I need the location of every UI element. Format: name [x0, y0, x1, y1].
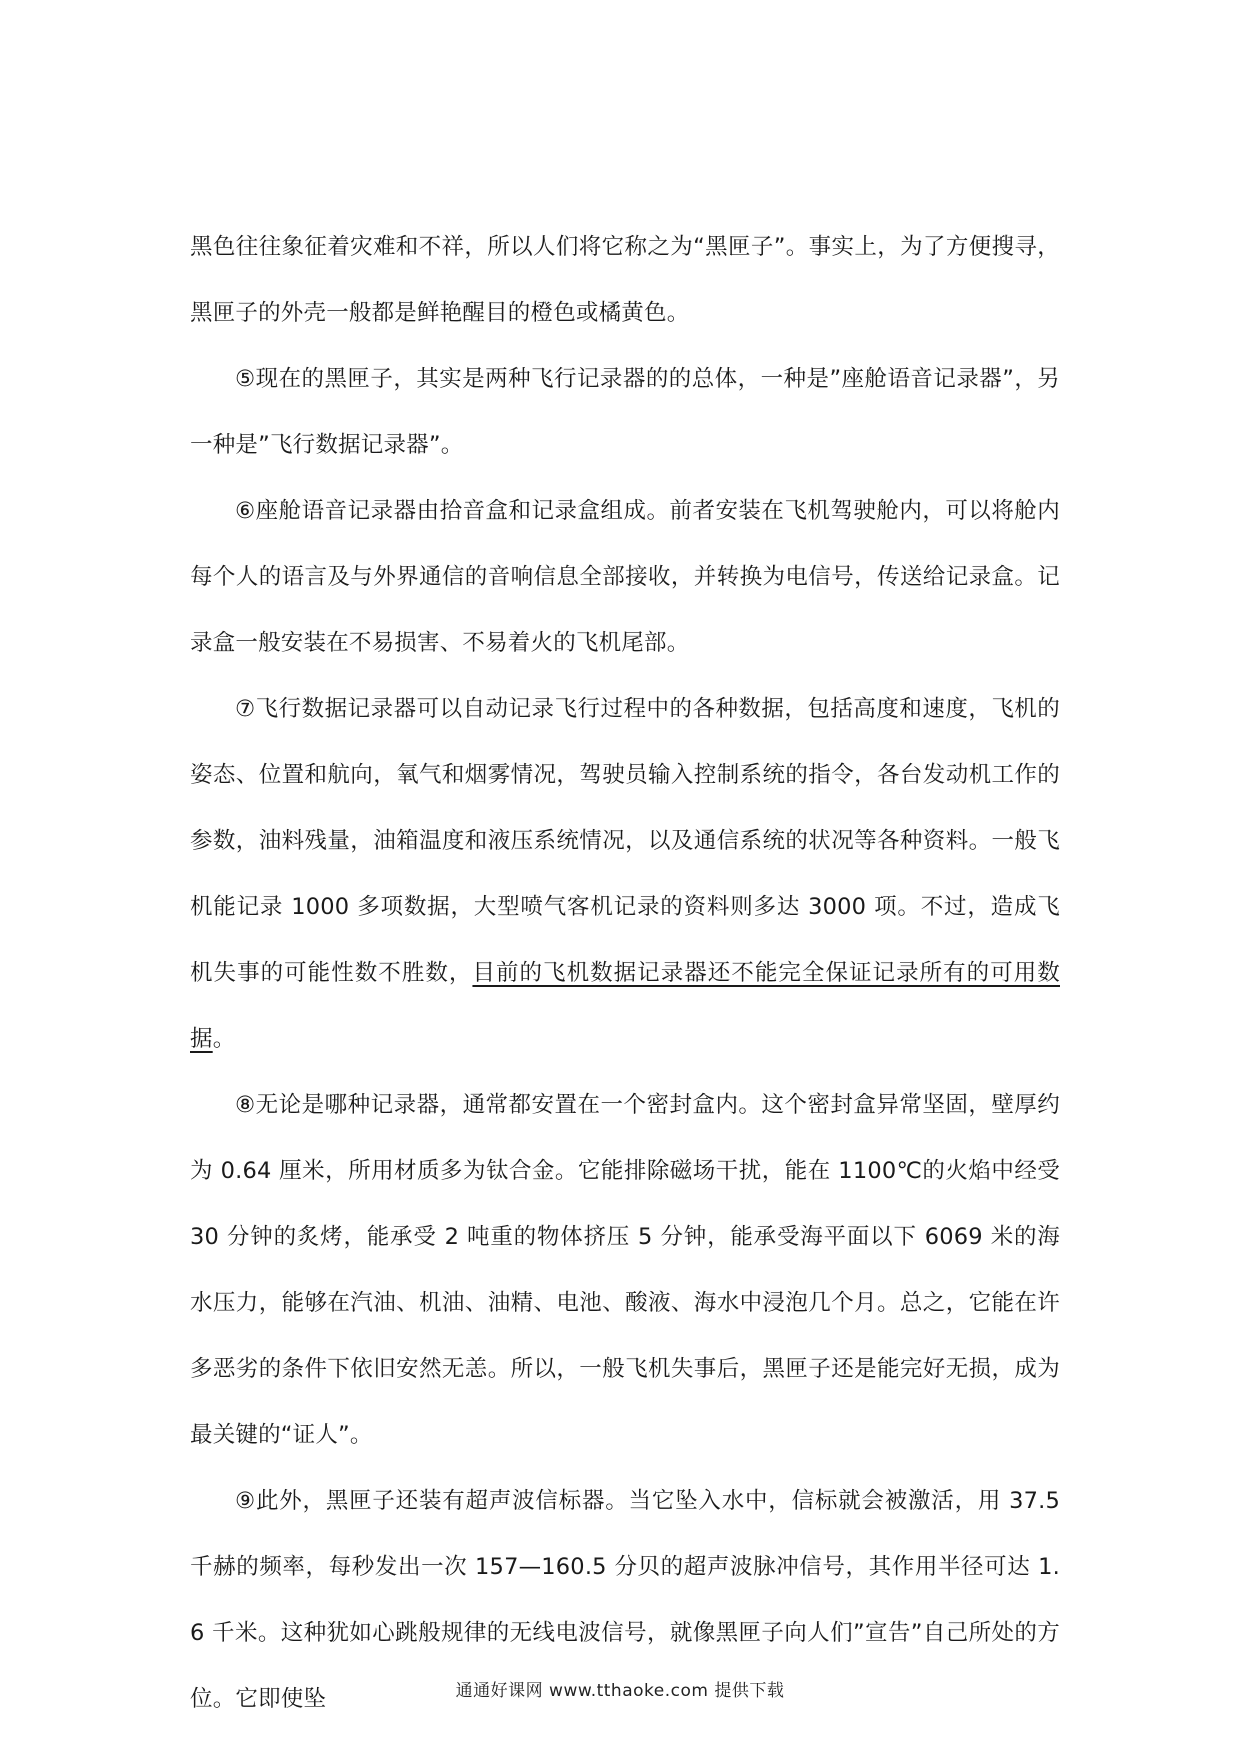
underlined-sentence: 目前的飞机数据记录器还不能完全保证记录所有的可用数据: [190, 960, 1060, 1052]
paragraph-8: [190, 1072, 1060, 1468]
paragraph-continuation: [190, 214, 1060, 346]
page-footer: [0, 1676, 1240, 1701]
paragraph-text: 黑色往往象征着灾难和不祥，所以人们将它称之为“黑匣子”。事实上，为了方便搜寻，黑匣子的外壳一般都是鲜艳醒目的橙色或橘黄色。: [190, 234, 1060, 326]
paragraph-text: ⑥座舱语音记录器由拾音盒和记录盒组成。前者安装在飞机驾驶舱内，可以将舱内每个人的语言及与外界通信的音响信息全部接收，并转换为电信号，传送给记录盒。记录盒一般安装在不易损害、不易着火的飞机尾部。: [190, 498, 1060, 656]
paragraph-7: [190, 676, 1060, 1072]
paragraph-text: ⑨此外，黑匣子还装有超声波信标器。当它坠入水中，信标就会被激活，用 37.5 千赫的频率，每秒发出一次 157—160.5 分贝的超声波脉冲信号，其作用半径可达 1.6 千米。这种犹如心跳般规律的无线电波信号，就像黑匣子向人们”宣告”自己所处的方位。它即使坠: [190, 1488, 1060, 1712]
document-body: [190, 214, 1060, 1732]
paragraph-5: [190, 346, 1060, 478]
paragraph-text: ⑧无论是哪种记录器，通常都安置在一个密封盒内。这个密封盒异常坚固，壁厚约为 0.64 厘米，所用材质多为钛合金。它能排除磁场干扰，能在 1100℃的火焰中经受 30 分钟的炙烤，能承受 2 吨重的物体挤压 5 分钟，能承受海平面以下 6069 米的海水压力，能够在汽油、机油、油精、电池、酸液、海水中浸泡几个月。总之，它能在许多恶劣的条件下依旧安然无恙。所以，一般飞机失事后，黑匣子还是能完好无损，成为最关键的“证人”。: [190, 1092, 1060, 1448]
paragraph-text: ⑤现在的黑匣子，其实是两种飞行记录器的的总体，一种是”座舱语音记录器”，另一种是”飞行数据记录器”。: [190, 366, 1060, 458]
paragraph-6: [190, 478, 1060, 676]
paragraph-text: ⑦飞行数据记录器可以自动记录飞行过程中的各种数据，包括高度和速度，飞机的姿态、位置和航向，氧气和烟雾情况，驾驶员输入控制系统的指令，各台发动机工作的参数，油料残量，油箱温度和液压系统情况，以及通信系统的状况等各种资料。一般飞机能记录 1000 多项数据，大型喷气客机记录的资料则多达 3000 项。不过，造成飞机失事的可能性数不胜数，: [190, 696, 1060, 986]
footer-text: 通通好课网 www.tthaoke.com 提供下载: [455, 1681, 785, 1701]
paragraph-text: 。: [212, 1026, 236, 1052]
